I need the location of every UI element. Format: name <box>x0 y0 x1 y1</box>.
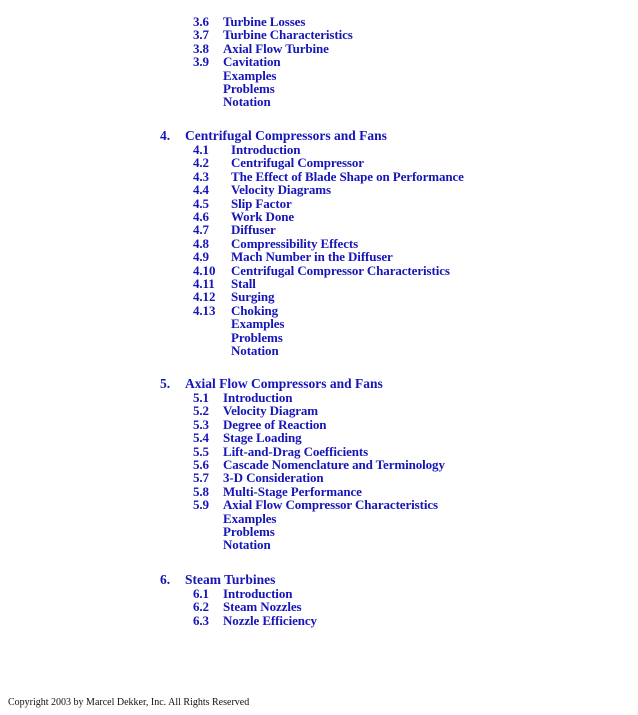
section-number: 4.13 <box>193 302 216 318</box>
copyright-footer: Copyright 2003 by Marcel Dekker, Inc. All Rights Reserved <box>8 697 250 708</box>
section-number: 5.8 <box>193 483 209 499</box>
section-number: 3.8 <box>193 40 209 56</box>
section-title: Stall <box>231 276 256 291</box>
section-number: 5.2 <box>193 403 209 419</box>
section-title: Problems <box>231 329 283 345</box>
section-title: Degree of Reaction <box>223 416 327 432</box>
section-number: 4.4 <box>193 182 209 198</box>
chapter-number: 5. <box>160 376 171 391</box>
section-number: 4.11 <box>193 276 215 291</box>
section-title: Examples <box>223 510 277 526</box>
section-number: 3.9 <box>193 54 209 70</box>
section-number: 6.3 <box>193 612 209 628</box>
section-title: Multi-Stage Performance <box>223 483 362 499</box>
section-title: Work Done <box>231 209 295 224</box>
section-number: 5.5 <box>193 443 209 459</box>
section-title: Axial Flow Turbine <box>223 40 329 56</box>
section-number: 4.7 <box>193 222 209 238</box>
section-title: Turbine Characteristics <box>223 27 353 43</box>
section-number: 5.4 <box>193 430 209 446</box>
section-title: Velocity Diagrams <box>231 182 331 198</box>
section-title: Examples <box>231 316 285 332</box>
section-title: Lift-and-Drag Coefficients <box>223 443 369 459</box>
section-title: Slip Factor <box>231 195 292 211</box>
section-number: 4.9 <box>193 249 209 265</box>
section-title: Steam Nozzles <box>223 599 302 615</box>
section-number: 4.12 <box>193 289 216 305</box>
section-title: Turbine Losses <box>223 14 306 29</box>
section-number: 4.3 <box>193 168 209 184</box>
section-title: Diffuser <box>231 222 276 238</box>
section-title: Cavitation <box>223 54 281 70</box>
section-number: 3.7 <box>193 27 209 43</box>
section-title: Notation <box>223 94 271 110</box>
section-number: 5.1 <box>193 390 209 405</box>
section-number: 4.6 <box>193 209 209 224</box>
section-number: 6.1 <box>193 586 209 601</box>
section-number: 4.8 <box>193 235 209 251</box>
section-title: Introduction <box>223 586 293 601</box>
section-title: Choking <box>231 302 278 318</box>
section-number: 6.2 <box>193 599 209 615</box>
section-title: Centrifugal Compressor Characteristics <box>231 262 450 278</box>
section-title: The Effect of Blade Shape on Performance <box>231 168 464 184</box>
chapter-title: Axial Flow Compressors and Fans <box>185 376 383 391</box>
section-number: 5.7 <box>193 470 209 486</box>
section-title: Mach Number in the Diffuser <box>231 249 393 265</box>
section-title: Cascade Nomenclature and Terminology <box>223 457 445 472</box>
section-number: 5.6 <box>193 457 209 472</box>
chapter-number: 4. <box>160 128 171 143</box>
section-number: 5.9 <box>193 497 209 513</box>
section-number: 4.2 <box>193 155 209 171</box>
section-title: Problems <box>223 81 275 96</box>
section-title: Notation <box>231 343 279 358</box>
section-title: Stage Loading <box>223 430 302 446</box>
section-number: 4.5 <box>193 195 209 211</box>
section-title: Velocity Diagram <box>223 403 319 419</box>
chapter-title: Steam Turbines <box>185 572 276 587</box>
section-title: Introduction <box>231 142 301 157</box>
section-title: Examples <box>223 67 277 83</box>
section-number: 4.10 <box>193 262 216 278</box>
section-title: Centrifugal Compressor <box>231 155 364 171</box>
section-title: Surging <box>231 289 275 305</box>
section-number: 4.1 <box>193 142 209 157</box>
section-number: 5.3 <box>193 416 209 432</box>
chapter-title: Centrifugal Compressors and Fans <box>185 128 387 143</box>
section-title: 3-D Consideration <box>223 470 324 486</box>
section-number: 3.6 <box>193 14 209 29</box>
section-title: Nozzle Efficiency <box>223 612 317 628</box>
chapter-number: 6. <box>160 572 171 587</box>
section-title: Problems <box>223 524 275 539</box>
section-title: Notation <box>223 537 271 553</box>
section-title: Introduction <box>223 390 293 405</box>
section-title: Compressibility Effects <box>231 235 359 251</box>
section-title: Axial Flow Compressor Characteristics <box>223 497 438 513</box>
